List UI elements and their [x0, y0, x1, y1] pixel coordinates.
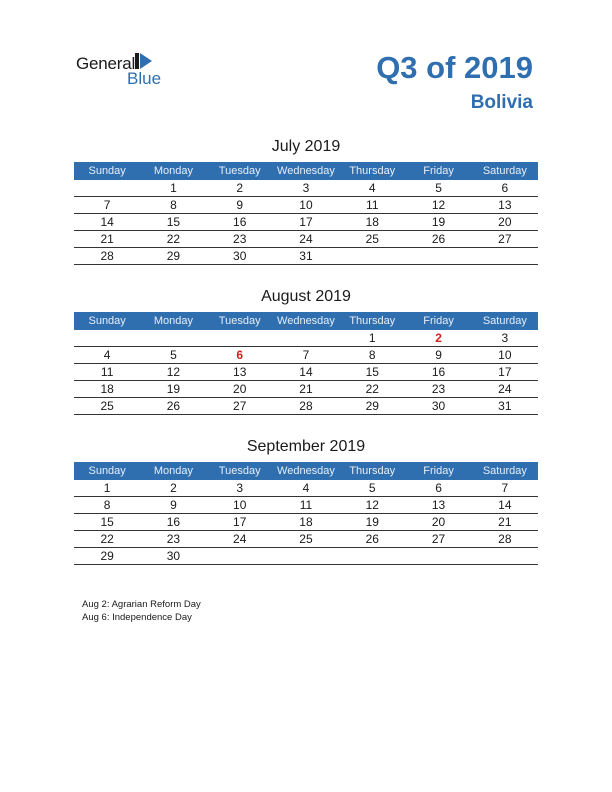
- day-cell: 1: [103, 481, 111, 495]
- day-cell: 28: [299, 399, 313, 413]
- day-cell: 25: [100, 399, 114, 413]
- day-cell: 27: [233, 399, 247, 413]
- weekday-label: Monday: [153, 165, 193, 177]
- month-title: July 2019: [271, 138, 341, 155]
- day-cell: 13: [431, 498, 446, 512]
- weekday-label: Friday: [423, 465, 454, 477]
- day-cell: 22: [100, 532, 114, 546]
- day-cell: [273, 548, 339, 564]
- day-cell: 24: [498, 382, 512, 396]
- holiday-day-cell: 2: [435, 331, 442, 345]
- holiday-notes: [82, 598, 201, 624]
- day-cell: 26: [166, 399, 181, 413]
- weekday-label: Wednesday: [277, 465, 335, 477]
- day-cell: 17: [498, 365, 512, 379]
- month-calendar: [74, 438, 538, 565]
- day-cell: [405, 548, 471, 564]
- day-cell: 14: [299, 365, 313, 379]
- day-cell: 1: [368, 331, 376, 345]
- day-cell: [74, 180, 140, 196]
- week-row: [74, 180, 538, 197]
- weekday-header-row: [74, 462, 538, 480]
- day-cell: 20: [431, 515, 446, 529]
- country-subtitle: Bolivia: [470, 92, 533, 113]
- day-cell: 11: [366, 198, 379, 212]
- day-cell: 5: [435, 181, 442, 195]
- day-cell: 7: [302, 348, 310, 362]
- weekday-label: Tuesday: [218, 465, 261, 477]
- week-row: [74, 497, 538, 514]
- day-cell: 23: [431, 382, 446, 396]
- week-row: [74, 514, 538, 531]
- day-cell: [207, 330, 273, 346]
- day-cell: 4: [302, 481, 310, 495]
- day-cell: 20: [498, 215, 512, 229]
- weekday-label: Thursday: [349, 465, 396, 477]
- weekday-label: Thursday: [349, 165, 396, 177]
- day-cell: 12: [166, 365, 181, 379]
- weekday-label: Wednesday: [277, 165, 335, 177]
- month-calendar: [74, 138, 538, 265]
- day-cell: 22: [166, 232, 181, 246]
- week-row: [74, 248, 538, 265]
- day-cell: 18: [365, 215, 379, 229]
- day-cell: [405, 248, 471, 264]
- day-cell: 12: [365, 498, 379, 512]
- day-cell: 7: [103, 198, 111, 212]
- day-cell: 31: [299, 249, 313, 263]
- holiday-note: Aug 6: Independence Day: [82, 612, 192, 623]
- logo-blue-text: Blue: [127, 69, 162, 88]
- day-cell: 18: [299, 515, 313, 529]
- week-row: [74, 197, 538, 214]
- day-cell: 18: [100, 382, 114, 396]
- day-cell: 10: [233, 498, 247, 512]
- weekday-label: Friday: [423, 165, 454, 177]
- day-cell: 31: [498, 399, 512, 413]
- weekday-label: Tuesday: [218, 315, 261, 327]
- day-cell: 6: [435, 481, 442, 495]
- holiday-note: Aug 2: Agrarian Reform Day: [82, 599, 201, 610]
- weekday-header-row: [74, 162, 538, 180]
- week-row: [74, 231, 538, 248]
- day-cell: 30: [233, 249, 247, 263]
- day-cell: 25: [299, 532, 313, 546]
- week-row: [74, 347, 538, 364]
- day-cell: 9: [170, 498, 177, 512]
- month-calendar: [74, 288, 538, 415]
- day-cell: 28: [498, 532, 512, 546]
- day-cell: 3: [302, 181, 310, 195]
- day-cell: 6: [501, 181, 509, 195]
- day-cell: 16: [166, 515, 181, 529]
- day-cell: 23: [166, 532, 181, 546]
- day-cell: 25: [365, 232, 379, 246]
- weekday-label: Thursday: [349, 315, 396, 327]
- day-cell: [140, 330, 206, 346]
- week-row: [74, 531, 538, 548]
- weekday-label: Sunday: [88, 165, 126, 177]
- day-cell: 4: [368, 181, 376, 195]
- weekday-label: Sunday: [88, 315, 126, 327]
- day-cell: 15: [100, 515, 114, 529]
- day-cell: 19: [431, 215, 446, 229]
- day-cell: 29: [100, 549, 114, 563]
- month-title: September 2019: [246, 438, 366, 455]
- day-cell: 30: [166, 549, 181, 563]
- day-cell: 3: [501, 331, 509, 345]
- day-cell: 22: [365, 382, 379, 396]
- day-cell: 21: [100, 232, 114, 246]
- day-cell: 28: [100, 249, 114, 263]
- day-cell: 10: [299, 198, 313, 212]
- week-row: [74, 548, 538, 565]
- day-cell: 24: [233, 532, 247, 546]
- weekday-label: Saturday: [482, 315, 527, 327]
- day-cell: 26: [365, 532, 379, 546]
- day-cell: 17: [233, 515, 247, 529]
- day-cell: 13: [498, 198, 512, 212]
- day-cell: 2: [236, 181, 244, 195]
- day-cell: 27: [498, 232, 512, 246]
- day-cell: 21: [299, 382, 313, 396]
- week-row: [74, 398, 538, 415]
- day-cell: 20: [233, 382, 247, 396]
- weekday-header-row: [74, 312, 538, 330]
- day-cell: [273, 330, 339, 346]
- weekday-label: Saturday: [482, 465, 527, 477]
- day-cell: 23: [233, 232, 247, 246]
- day-cell: 11: [100, 365, 114, 379]
- day-cell: 7: [501, 481, 509, 495]
- day-cell: 29: [166, 249, 181, 263]
- day-cell: 19: [166, 382, 181, 396]
- month-title: August 2019: [261, 288, 351, 305]
- day-cell: 3: [236, 481, 244, 495]
- day-cell: 16: [233, 215, 247, 229]
- day-cell: 19: [365, 515, 379, 529]
- day-cell: 21: [498, 515, 512, 529]
- week-row: [74, 214, 538, 231]
- day-cell: [74, 330, 140, 346]
- logo-flag-pole: [135, 53, 139, 69]
- weekday-label: Tuesday: [218, 165, 261, 177]
- day-cell: 8: [170, 198, 177, 212]
- day-cell: [472, 248, 538, 264]
- day-cell: 30: [431, 399, 446, 413]
- day-cell: 5: [170, 348, 177, 362]
- week-row: [74, 381, 538, 398]
- day-cell: 15: [365, 365, 379, 379]
- weekday-label: Saturday: [482, 165, 527, 177]
- day-cell: 26: [431, 232, 446, 246]
- day-cell: 29: [365, 399, 379, 413]
- week-row: [74, 480, 538, 497]
- weekday-label: Friday: [423, 315, 454, 327]
- day-cell: [339, 248, 405, 264]
- day-cell: 8: [103, 498, 111, 512]
- weekday-label: Wednesday: [277, 315, 335, 327]
- day-cell: [472, 548, 538, 564]
- day-cell: 15: [166, 215, 181, 229]
- day-cell: 16: [431, 365, 446, 379]
- week-row: [74, 364, 538, 381]
- day-cell: 17: [299, 215, 313, 229]
- day-cell: 9: [236, 198, 244, 212]
- day-cell: 2: [170, 481, 177, 495]
- day-cell: 9: [435, 348, 442, 362]
- day-cell: 14: [498, 498, 512, 512]
- logo: [76, 52, 176, 92]
- logo-flag-icon: [140, 53, 152, 69]
- day-cell: 14: [100, 215, 114, 229]
- day-cell: [207, 548, 273, 564]
- day-cell: 24: [299, 232, 313, 246]
- day-cell: [339, 548, 405, 564]
- weekday-label: Monday: [153, 315, 193, 327]
- day-cell: 8: [368, 348, 376, 362]
- logo-general-text: General: [76, 54, 136, 73]
- day-cell: 5: [368, 481, 376, 495]
- page-title: Q3 of 2019: [376, 50, 533, 85]
- day-cell: 27: [431, 532, 446, 546]
- day-cell: 4: [103, 348, 111, 362]
- day-cell: 1: [170, 181, 177, 195]
- day-cell: 10: [498, 348, 512, 362]
- holiday-day-cell: 6: [236, 348, 244, 362]
- weekday-label: Sunday: [88, 465, 126, 477]
- day-cell: 12: [431, 198, 446, 212]
- day-cell: 13: [233, 365, 247, 379]
- weekday-label: Monday: [153, 465, 193, 477]
- week-row: [74, 330, 538, 347]
- day-cell: 11: [299, 498, 313, 512]
